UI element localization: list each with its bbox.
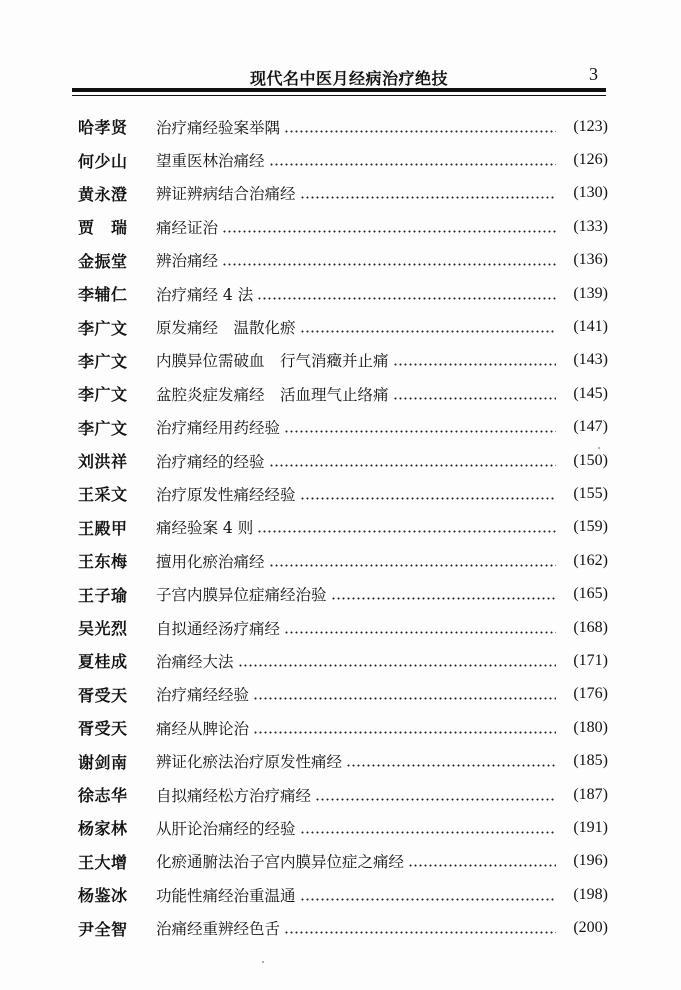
dot-leader	[300, 820, 556, 836]
toc-page: (123)	[573, 117, 608, 135]
toc-title: 从肝论治痛经的经验	[156, 819, 296, 838]
toc-page: (133)	[573, 217, 608, 235]
toc-page: (130)	[573, 184, 608, 202]
toc-entry	[78, 344, 608, 377]
dot-leader	[315, 787, 556, 803]
toc-entry	[78, 711, 608, 744]
toc-author: 贾 瑞	[78, 218, 128, 238]
toc-page: (136)	[573, 251, 608, 269]
dot-leader	[284, 620, 556, 636]
toc-title: 擅用化瘀治痛经	[156, 552, 265, 571]
dot-leader	[222, 219, 556, 235]
toc-author: 胥受天	[78, 685, 128, 705]
toc-page: (139)	[573, 284, 608, 302]
toc-entry	[78, 110, 608, 143]
toc-entry	[78, 310, 608, 343]
toc-author: 吴光烈	[78, 619, 128, 639]
toc-title: 盆腔炎症发痛经 活血理气止络痛	[156, 385, 389, 404]
toc-title: 治疗痛经用药经验	[156, 419, 281, 438]
toc-page: (185)	[573, 752, 608, 770]
toc-entry	[78, 444, 608, 477]
toc-author: 谢剑南	[78, 752, 128, 772]
toc-title: 痛经从脾论治	[156, 719, 250, 738]
toc-author: 王东梅	[78, 552, 128, 572]
toc-author: 杨鉴冰	[78, 886, 128, 906]
toc-page: (159)	[573, 518, 608, 536]
toc-title: 治疗痛经验案举隅	[156, 118, 281, 137]
toc-page: (176)	[573, 685, 608, 703]
toc-entry	[78, 878, 608, 911]
dot-leader	[346, 753, 556, 769]
toc-page: (168)	[573, 618, 608, 636]
dot-leader	[253, 686, 556, 702]
toc-author: 黄永澄	[78, 184, 128, 204]
scan-speck	[598, 447, 600, 449]
running-header	[72, 58, 612, 88]
toc-entry	[78, 244, 608, 277]
toc-entry	[78, 544, 608, 577]
toc-entry	[78, 678, 608, 711]
toc-title: 治疗痛经的经验	[156, 452, 265, 471]
dot-leader	[300, 185, 556, 201]
dot-leader	[284, 119, 556, 135]
toc-page: (147)	[573, 418, 608, 436]
table-of-contents	[78, 110, 608, 945]
toc-page: (196)	[573, 852, 608, 870]
toc-title: 辨证辨病结合治痛经	[156, 185, 296, 204]
dot-leader	[257, 519, 556, 535]
toc-page: (126)	[573, 151, 608, 169]
toc-title: 治疗原发性痛经经验	[156, 485, 296, 504]
page-number: 3	[589, 64, 598, 84]
dot-leader	[331, 586, 556, 602]
toc-author: 王大增	[78, 852, 128, 872]
toc-author: 杨家林	[78, 819, 128, 839]
toc-author: 李广文	[78, 351, 128, 371]
toc-page: (155)	[573, 484, 608, 502]
toc-title: 治痛经重辨经色舌	[156, 920, 281, 939]
toc-entry	[78, 644, 608, 677]
toc-entry	[78, 210, 608, 243]
dot-leader	[222, 252, 556, 268]
dot-leader	[393, 352, 556, 368]
dot-leader	[253, 720, 556, 736]
toc-author: 胥受天	[78, 719, 128, 739]
toc-title: 自拟通经汤疗痛经	[156, 619, 281, 638]
toc-author: 哈孝贤	[78, 118, 128, 138]
toc-entry	[78, 577, 608, 610]
toc-title: 内膜异位需破血 行气消癥并止痛	[156, 352, 389, 371]
toc-title: 功能性痛经治重温通	[156, 886, 296, 905]
toc-author: 何少山	[78, 151, 128, 171]
header-rule-thin	[72, 95, 606, 96]
dot-leader	[408, 853, 556, 869]
toc-title: 治痛经大法	[156, 652, 234, 671]
toc-page: (150)	[573, 451, 608, 469]
toc-author: 夏桂成	[78, 652, 128, 672]
toc-title: 辨治痛经	[156, 252, 219, 271]
toc-author: 刘洪祥	[78, 452, 128, 472]
dot-leader	[269, 553, 556, 569]
dot-leader	[269, 453, 556, 469]
dot-leader	[269, 152, 556, 168]
toc-author: 徐志华	[78, 786, 128, 805]
toc-page: (200)	[573, 919, 608, 937]
toc-entry	[78, 143, 608, 176]
toc-author: 王子瑜	[78, 585, 128, 605]
toc-page: (162)	[573, 551, 608, 569]
toc-page: (145)	[573, 384, 608, 402]
toc-entry	[78, 778, 608, 811]
toc-author: 李广文	[78, 318, 128, 338]
toc-title: 望重医林治痛经	[156, 152, 265, 171]
toc-title: 治疗痛经经验	[156, 686, 250, 705]
toc-entry	[78, 411, 608, 444]
toc-entry	[78, 277, 608, 310]
toc-author: 李广文	[78, 418, 128, 438]
toc-entry	[78, 811, 608, 844]
toc-entry	[78, 845, 608, 878]
scan-speck	[262, 961, 264, 963]
toc-entry	[78, 511, 608, 544]
header-rule-thick	[72, 88, 606, 92]
dot-leader	[284, 920, 556, 936]
toc-author: 王采文	[78, 485, 128, 505]
toc-title: 自拟痛经松方治疗痛经	[156, 786, 312, 805]
dot-leader	[300, 887, 556, 903]
toc-page: (143)	[573, 351, 608, 369]
dot-leader	[238, 653, 556, 669]
toc-author: 尹全智	[78, 919, 128, 939]
toc-entry	[78, 177, 608, 210]
toc-author: 金振堂	[78, 251, 128, 271]
toc-author: 李广文	[78, 385, 128, 405]
toc-page: (165)	[573, 585, 608, 603]
toc-title: 化瘀通腑法治子宫内膜异位症之痛经	[156, 853, 405, 872]
dot-leader	[284, 419, 556, 435]
toc-title: 原发痛经 温散化瘀	[156, 319, 296, 338]
toc-title: 痛经证治	[156, 218, 219, 237]
toc-author: 王殿甲	[78, 518, 128, 538]
toc-page: (187)	[573, 785, 608, 803]
toc-page: (198)	[573, 885, 608, 903]
toc-entry	[78, 477, 608, 510]
toc-page: (141)	[573, 318, 608, 336]
dot-leader	[300, 486, 556, 502]
toc-entry	[78, 744, 608, 777]
toc-page: (191)	[573, 818, 608, 836]
toc-title: 痛经验案 4 则	[156, 519, 254, 538]
toc-entry	[78, 911, 608, 944]
toc-entry	[78, 377, 608, 410]
toc-page: (180)	[573, 718, 608, 736]
toc-entry	[78, 611, 608, 644]
toc-page: (171)	[573, 651, 608, 669]
dot-leader	[393, 386, 556, 402]
toc-title: 辨证化瘀法治疗原发性痛经	[156, 753, 343, 772]
toc-author: 李辅仁	[78, 285, 128, 305]
dot-leader	[300, 319, 556, 335]
book-title: 现代名中医月经病治疗绝技	[250, 69, 449, 88]
toc-title: 子宫内膜异位症痛经治验	[156, 586, 327, 605]
toc-title: 治疗痛经 4 法	[156, 285, 254, 304]
dot-leader	[257, 286, 556, 302]
